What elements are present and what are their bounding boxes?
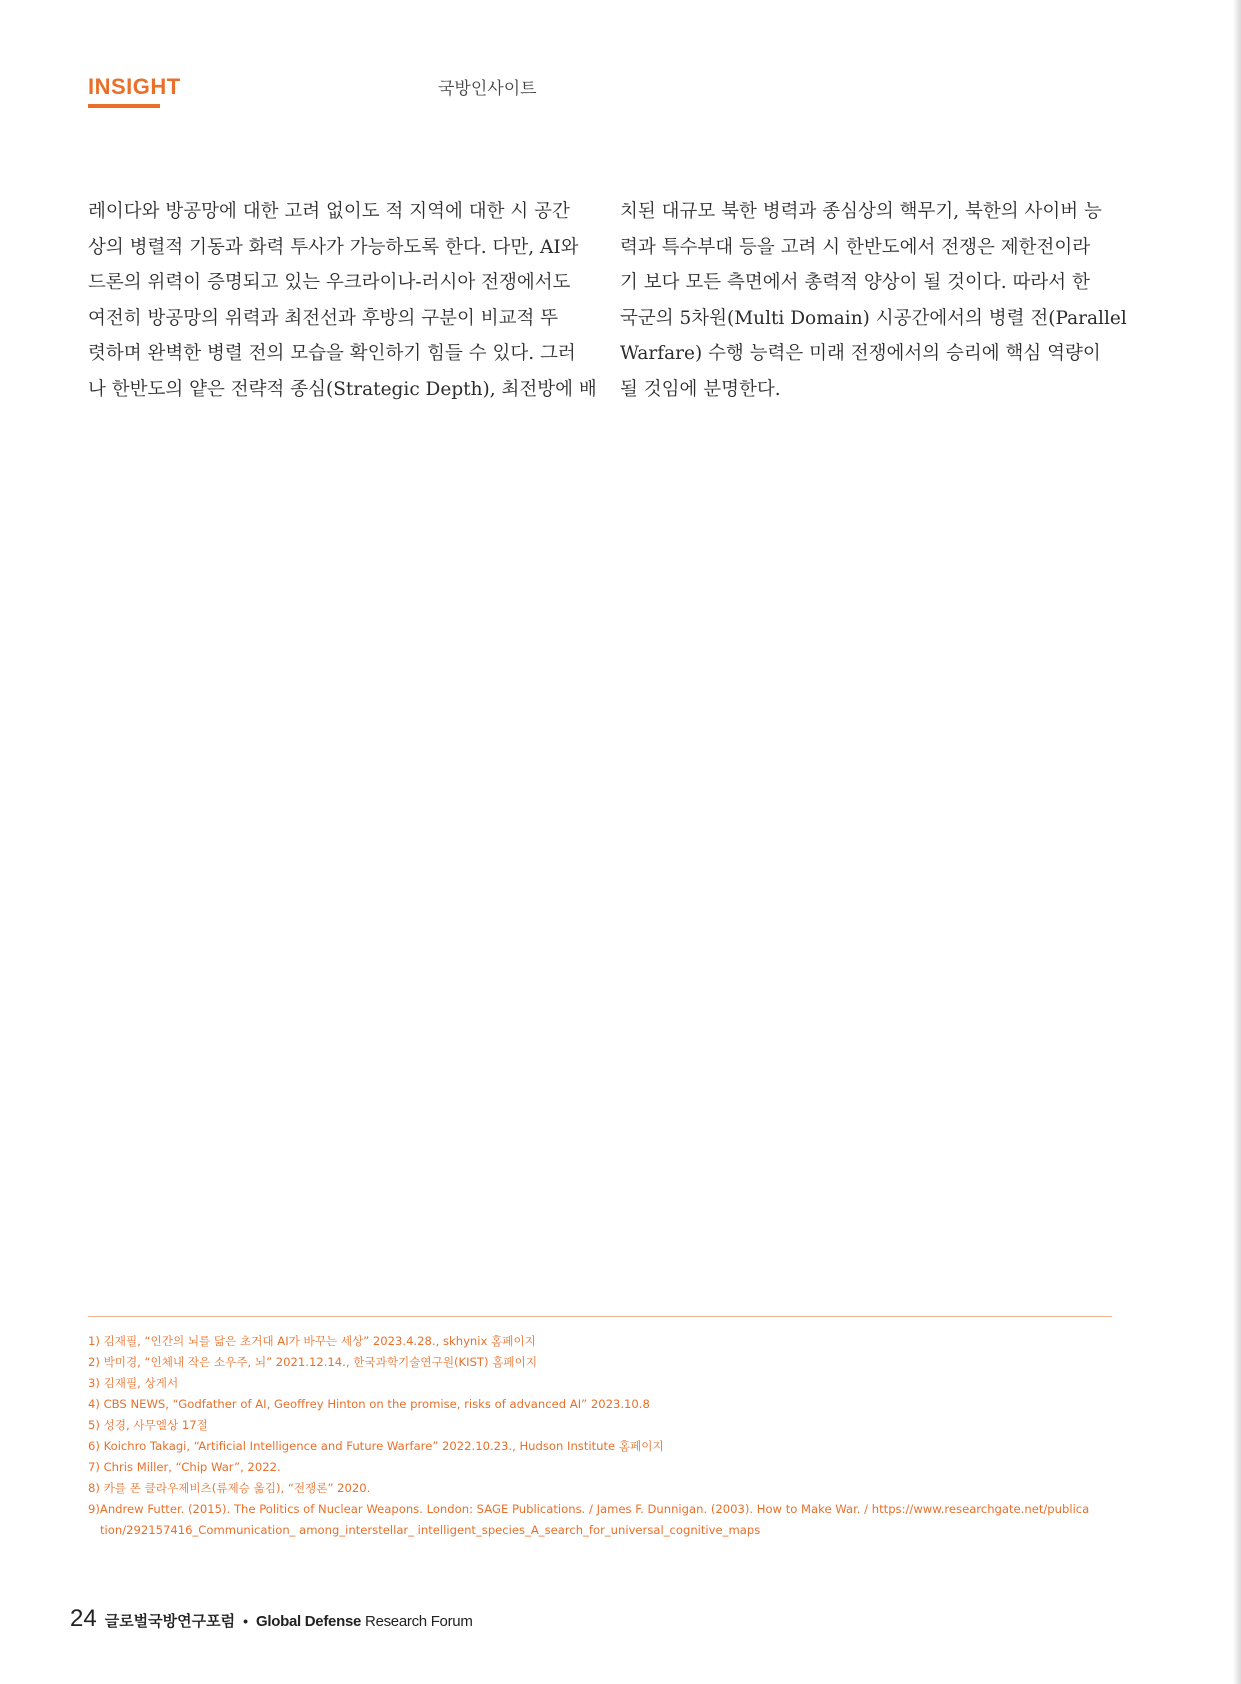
page-edge-shadow [1233,0,1241,1684]
footnotes [88,1331,1118,1541]
body-line: 될 것임에 분명한다. [620,378,781,400]
publication-name-english: Research Forum [365,1613,473,1630]
footnote: 5) 성경, 사무엘상 17절 [88,1418,208,1432]
body-line: 상의 병렬적 기동과 화력 투사가 가능하도록 한다. 다만, AI와 [88,236,579,258]
footnote: 4) CBS NEWS, “Godfather of AI, Geoffrey Hinton on the promise, risks of advanced AI” 2023.10.8 [88,1397,650,1411]
body-column-right [620,194,1127,407]
footnote: 1) 김재필, “인간의 뇌를 닮은 초거대 AI가 바꾸는 세상” 2023.4.28., skhynix 홈페이지 [88,1334,536,1348]
page-footer [70,1605,473,1633]
body-line: 국군의 5차원(Multi Domain) 시공간에서의 병렬 전(Parallel [620,307,1127,329]
footnote-divider [88,1316,1112,1317]
section-tag: INSIGHT [88,74,181,99]
body-line: 기 보다 모든 측면에서 총력적 양상이 될 것이다. 따라서 한 [620,272,1090,293]
body-column-left [88,194,597,407]
section-tag-underline [88,104,160,108]
body-line: 드론의 위력이 증명되고 있는 우크라이나-러시아 전쟁에서도 [88,272,571,293]
body-line: 치된 대규모 북한 병력과 종심상의 핵무기, 북한의 사이버 능 [620,201,1102,222]
publication-name-english-bold: Global Defense [256,1613,362,1630]
page-number: 24 [70,1605,97,1632]
footnote: 8) 카를 폰 클라우제비츠(류제승 옮김), “전쟁론” 2020. [88,1481,371,1495]
body-line: 렷하며 완벽한 병렬 전의 모습을 확인하기 힘들 수 있다. 그러 [88,343,576,364]
footnote: 6) Koichro Takagi, “Artificial Intelligence and Future Warfare” 2022.10.23., Hudson Institute 홈페이지 [88,1439,664,1453]
body-line: 나 한반도의 얕은 전략적 종심(Strategic Depth), 최전방에 배 [88,378,597,400]
body-line: 여전히 방공망의 위력과 최전선과 후방의 구분이 비교적 뚜 [88,307,559,329]
running-title: 국방인사이트 [438,79,537,99]
publication-name-korean: 글로벌국방연구포럼 [104,1613,236,1630]
footer-separator: • [243,1613,249,1629]
footnote: 7) Chris Miller, “Chip War”, 2022. [88,1460,281,1474]
body-line: 력과 특수부대 등을 고려 시 한반도에서 전쟁은 제한전이라 [620,236,1091,258]
footnote: 3) 김재필, 상게서 [88,1376,179,1390]
body-line: 레이다와 방공망에 대한 고려 없이도 적 지역에 대한 시 공간 [88,201,570,222]
footnote-continuation: tion/292157416_Communication_ among_interstellar_ intelligent_species_A_search_for_universal_cognitive_maps [100,1523,761,1537]
footnote: 2) 박미경, “인체내 작은 소우주, 뇌” 2021.12.14., 한국과학기술연구원(KIST) 홈페이지 [88,1355,538,1369]
body-line: Warfare) 수행 능력은 미래 전쟁에서의 승리에 핵심 역량이 [620,343,1101,364]
footnote: 9)Andrew Futter. (2015). The Politics of Nuclear Weapons. London: SAGE Publications. / James F. Dunnigan. (2003). How to Make War. / https://www.researchgate.net/publica [88,1502,1090,1516]
